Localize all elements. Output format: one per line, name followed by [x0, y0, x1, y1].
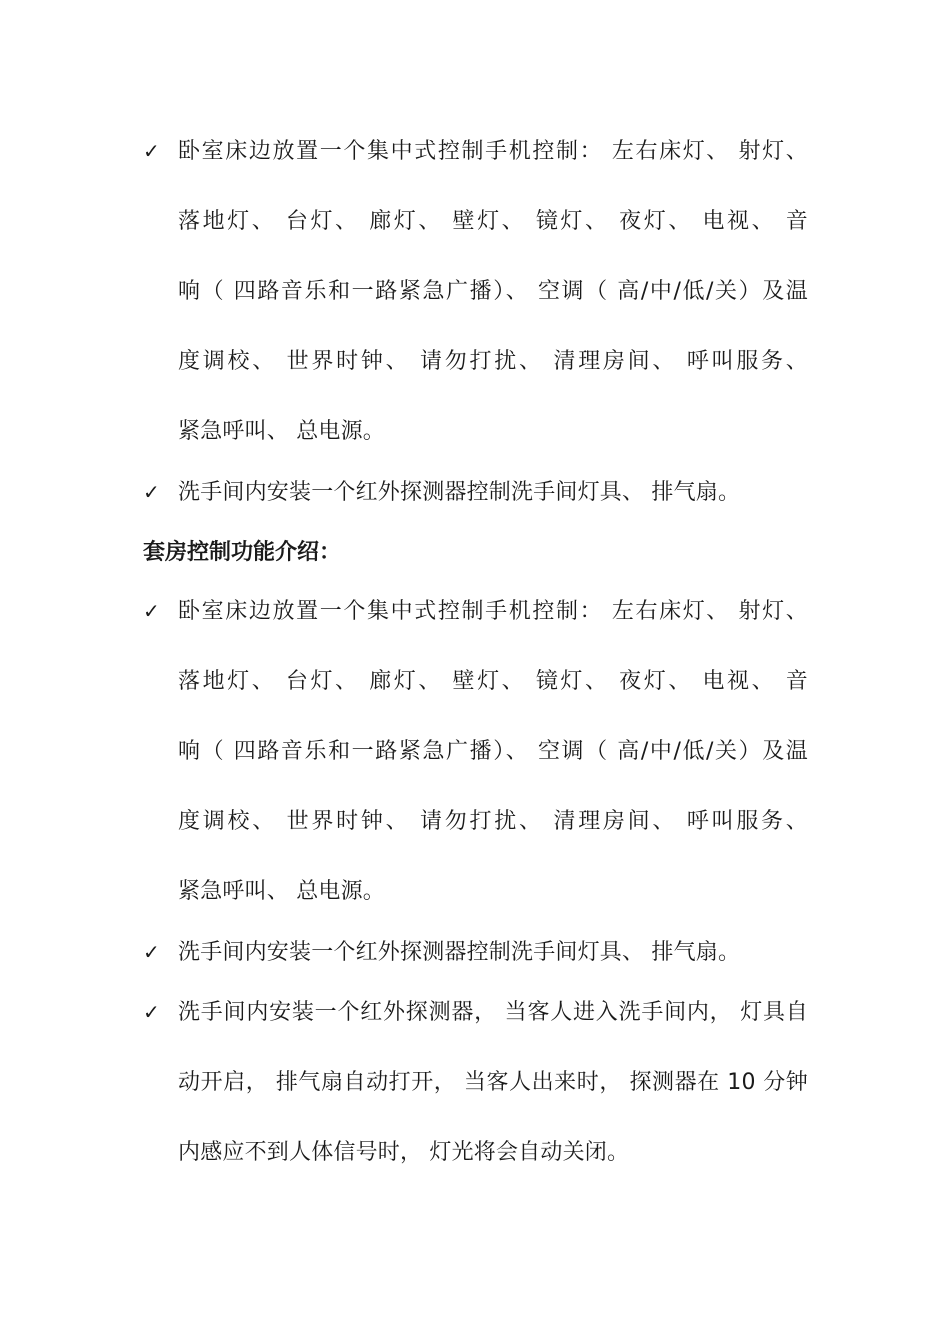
checkmark-icon: ✓: [143, 480, 160, 504]
section-heading: 套房控制功能介绍：: [143, 540, 342, 565]
list-item-line: 卧室床边放置一个集中式控制手机控制： 左右床灯、 射灯、: [178, 139, 808, 164]
list-item-line: 洗手间内安装一个红外探测器， 当客人进入洗手间内， 灯具自: [178, 1000, 808, 1025]
list-item-line: 紧急呼叫、 总电源。: [178, 419, 385, 444]
list-item-line: 度调校、 世界时钟、 请勿打扰、 清理房间、 呼叫服务、: [178, 809, 808, 834]
list-item-line: 紧急呼叫、 总电源。: [178, 879, 385, 904]
list-item-line: 落地灯、 台灯、 廊灯、 壁灯、 镜灯、 夜灯、 电视、 音: [178, 669, 808, 694]
list-item-line: 洗手间内安装一个红外探测器控制洗手间灯具、 排气扇。: [178, 480, 741, 505]
list-item-line: 内感应不到人体信号时， 灯光将会自动关闭。: [178, 1140, 630, 1165]
list-item-line: 响（ 四路音乐和一路紧急广播）、 空调（ 高/中/低/关）及温: [178, 739, 808, 764]
list-item-line: 落地灯、 台灯、 廊灯、 壁灯、 镜灯、 夜灯、 电视、 音: [178, 209, 808, 234]
list-item-line: 动开启， 排气扇自动打开， 当客人出来时， 探测器在 10 分钟: [178, 1070, 808, 1095]
list-item-line: 洗手间内安装一个红外探测器控制洗手间灯具、 排气扇。: [178, 940, 741, 965]
checkmark-icon: ✓: [143, 1000, 160, 1024]
checkmark-icon: ✓: [143, 599, 160, 623]
list-item-line: 卧室床边放置一个集中式控制手机控制： 左右床灯、 射灯、: [178, 599, 808, 624]
checkmark-icon: ✓: [143, 139, 160, 163]
checkmark-icon: ✓: [143, 940, 160, 964]
list-item-line: 度调校、 世界时钟、 请勿打扰、 清理房间、 呼叫服务、: [178, 349, 808, 374]
list-item-line: 响（ 四路音乐和一路紧急广播）、 空调（ 高/中/低/关）及温: [178, 279, 808, 304]
